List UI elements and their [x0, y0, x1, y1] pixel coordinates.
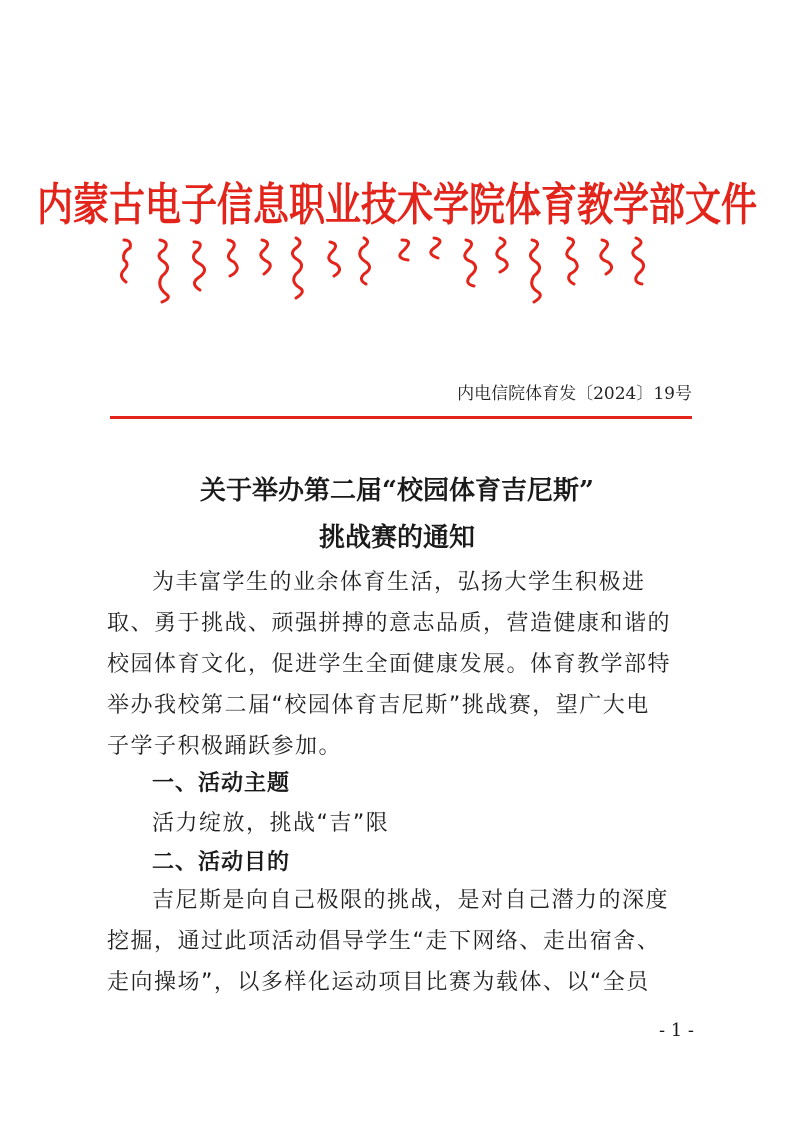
- intro-line: 为丰富学生的业余体育生活，弘扬大学生积极进: [152, 570, 646, 595]
- section2-line: 吉尼斯是向自己极限的挑战，是对自己潜力的深度: [152, 888, 670, 913]
- section1-heading: 一、活动主题: [152, 771, 291, 796]
- intro-line: 子学子积极踊跃参加。: [107, 734, 343, 759]
- section2-heading: 二、活动目的: [152, 850, 291, 875]
- intro-line: 取、勇于挑战、顽强拼搏的意志品质，营造健康和谐的: [107, 611, 672, 636]
- intro-line: 校园体育文化，促进学生全面健康发展。体育教学部特: [107, 652, 672, 677]
- intro-line: 举办我校第二届“校园体育吉尼斯”挑战赛，望广大电: [107, 693, 650, 718]
- section2-line: 挖掘，通过此项活动倡导学生“走下网络、走出宿舍、: [107, 929, 661, 954]
- issuer-title: 内蒙古电子信息职业技术学院体育教学部文件: [36, 180, 757, 232]
- notice-title-line2: 挑战赛的通知: [318, 523, 475, 553]
- page-number: - 1 -: [658, 1020, 694, 1041]
- page-number-container: [0, 1020, 794, 1041]
- mongolian-script-title: [112, 232, 692, 312]
- document-number: 内电信院体育发〔2024〕19号: [457, 384, 692, 404]
- section1-text: 活力绽放，挑战“吉”限: [152, 811, 390, 836]
- section2-line: 走向操场”，以多样化运动项目比赛为载体、以“全员: [107, 970, 650, 995]
- notice-title-line1: 关于举办第二届“校园体育吉尼斯”: [200, 476, 594, 506]
- red-divider-line: [110, 416, 692, 419]
